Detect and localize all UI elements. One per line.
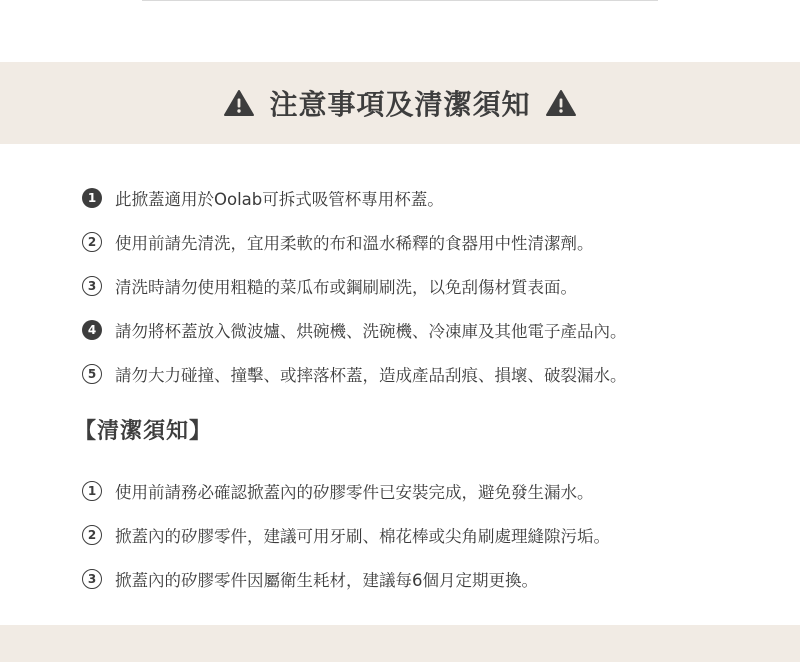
list-item [82, 228, 627, 256]
list-item-text: 掀蓋內的矽膠零件因屬衛生耗材，建議每6個月定期更換。 [115, 571, 538, 590]
list-item-text: 清洗時請勿使用粗糙的菜瓜布或鋼刷刷洗，以免刮傷材質表面。 [115, 278, 577, 297]
page-title: 注意事項及清潔須知 [269, 88, 531, 121]
cleaning-list [82, 477, 610, 609]
top-divider [142, 0, 658, 1]
list-item [82, 316, 627, 344]
notes-list [82, 184, 627, 404]
footer-band [0, 625, 800, 662]
list-item-text: 使用前請務必確認掀蓋內的矽膠零件已安裝完成，避免發生漏水。 [115, 483, 594, 502]
number-badge-icon: 4 [82, 320, 102, 340]
list-item [82, 565, 610, 593]
list-item [82, 184, 627, 212]
number-badge-icon: 2 [82, 232, 102, 252]
warning-icon [223, 89, 255, 117]
list-item-text: 掀蓋內的矽膠零件，建議可用牙刷、棉花棒或尖角刷處理縫隙污垢。 [115, 527, 610, 546]
section-heading: 【清潔須知】 [74, 419, 213, 444]
list-item [82, 521, 610, 549]
warning-icon [545, 89, 577, 117]
number-badge-icon: 5 [82, 364, 102, 384]
number-badge-icon: 2 [82, 525, 102, 545]
title-banner [0, 62, 800, 144]
list-item [82, 360, 627, 388]
list-item [82, 477, 610, 505]
number-badge-icon: 1 [82, 481, 102, 501]
list-item-text: 請勿將杯蓋放入微波爐、烘碗機、洗碗機、冷凍庫及其他電子產品內。 [115, 322, 627, 341]
list-item-text: 請勿大力碰撞、撞擊、或摔落杯蓋，造成產品刮痕、損壞、破裂漏水。 [115, 366, 627, 385]
number-badge-icon: 1 [82, 188, 102, 208]
list-item-text: 此掀蓋適用於Oolab可拆式吸管杯專用杯蓋。 [115, 190, 444, 209]
number-badge-icon: 3 [82, 569, 102, 589]
number-badge-icon: 3 [82, 276, 102, 296]
list-item [82, 272, 627, 300]
list-item-text: 使用前請先清洗，宜用柔軟的布和溫水稀釋的食器用中性清潔劑。 [115, 234, 594, 253]
